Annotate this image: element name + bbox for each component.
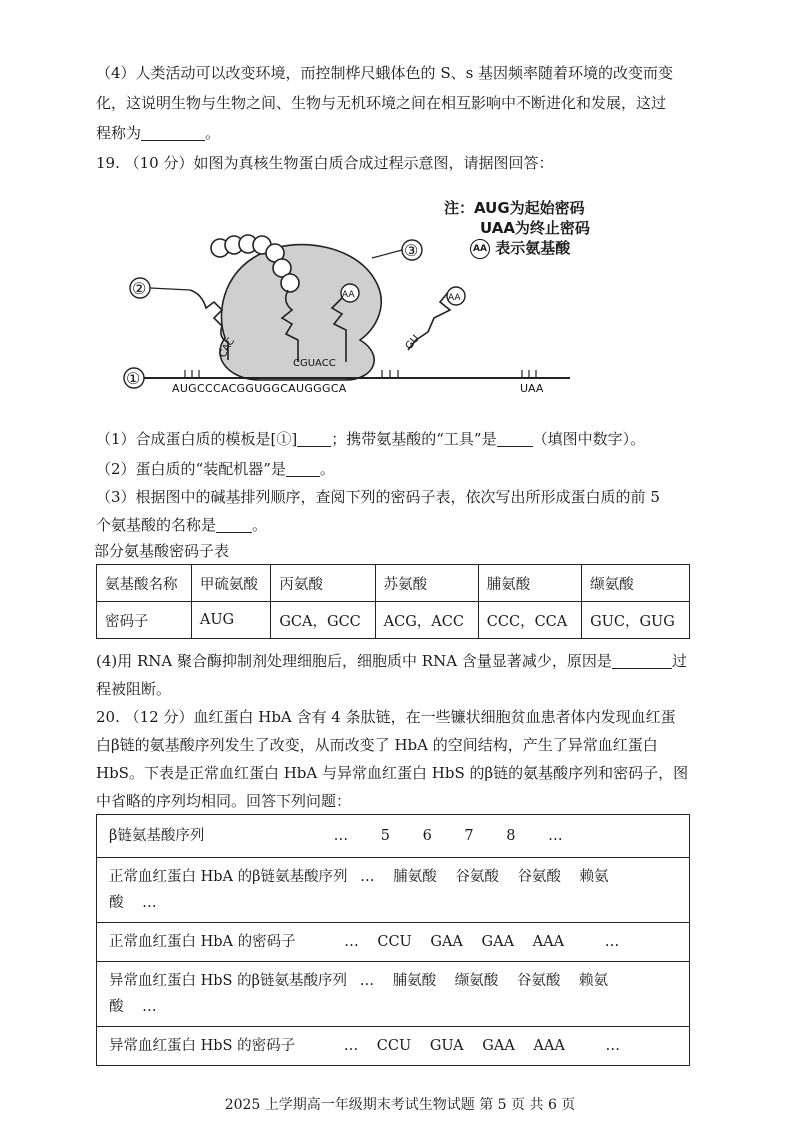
table-row: 正常血红蛋白 HbA 的β链氨基酸序列 … 脯氨酸 谷氨酸 谷氨酸 赖氨 酸 …	[97, 858, 690, 923]
table-row: 异常血红蛋白 HbS 的密码子 … CCU GUA GAA AAA …	[97, 1027, 690, 1066]
table-cell: 密码子	[97, 602, 192, 639]
table-cell: 丙氨酸	[271, 565, 375, 602]
table-row: β链氨基酸序列 … 5 6 7 8 …	[97, 815, 690, 858]
answer-blank[interactable]	[497, 430, 533, 447]
label-3: ③	[404, 241, 419, 260]
q20-line3: HbS。下表是正常血红蛋白 HbA 与异常血红蛋白 HbS 的β链的氨基酸序列和密码子，图	[96, 764, 689, 782]
label-2: ②	[132, 279, 147, 298]
answer-blank[interactable]	[286, 460, 320, 477]
hemoglobin-table	[96, 814, 690, 1066]
anticodon-mid: CGUACC	[293, 358, 336, 369]
anticodon-right: GU	[403, 333, 422, 352]
answer-blank[interactable]	[216, 516, 252, 533]
table-cell: 甲硫氨酸	[191, 565, 270, 602]
table-row: 正常血红蛋白 HbA 的密码子 … CCU GAA GAA AAA …	[97, 923, 690, 962]
q18-p4-line3: 程称为 。	[96, 124, 221, 142]
table-cell: AUG	[191, 602, 270, 639]
table-cell: CCC，CCA	[478, 602, 581, 639]
answer-blank[interactable]	[297, 430, 331, 447]
amino-acid-right: AA	[448, 293, 461, 303]
codon-table-caption: 部分氨基酸密码子表	[94, 542, 230, 560]
answer-blank[interactable]	[612, 652, 672, 669]
diagram-note-line2: UAA为终止密码	[480, 219, 590, 237]
q19-sub3-line2: 个氨基酸的名称是 。	[96, 516, 268, 534]
q19-sub3-line1: （3）根据图中的碱基排列顺序，查阅下列的密码子表，依次写出所形成蛋白质的前 5	[96, 488, 660, 506]
q19-sub4-line1: (4)用 RNA 聚合酶抑制剂处理细胞后，细胞质中 RNA 含量显著减少，原因是 过	[96, 652, 687, 670]
table-cell: 缬氨酸	[582, 565, 690, 602]
codon-table	[96, 564, 690, 639]
table-cell: 苏氨酸	[375, 565, 478, 602]
page-footer: 2025 上学期高一年级期末考试生物试题 第 5 页 共 6 页	[224, 1097, 576, 1113]
amino-acid-legend-icon: AA	[470, 239, 490, 259]
amino-acid-mid: AA	[342, 290, 355, 300]
anticodon-left: CAC	[217, 336, 238, 360]
table-cell: GCA，GCC	[271, 602, 375, 639]
q19-sub2: （2）蛋白质的“装配机器”是 。	[96, 460, 335, 478]
table-cell: 脯氨酸	[478, 565, 581, 602]
q18-p4-line1: （4）人类活动可以改变环境，而控制桦尺蛾体色的 S、s 基因频率随着环境的改变而变	[96, 64, 674, 82]
q20-line2: 白β链的氨基酸序列发生了改变，从而改变了 HbA 的空间结构，产生了异常血红蛋白	[96, 736, 658, 754]
q19-sub4-line2: 程被阻断。	[96, 680, 172, 698]
q18-p4-line2: 化，这说明生物与生物之间、生物与无机环境之间在相互影响中不断进化和发展，这过	[96, 94, 667, 112]
mrna-sequence: AUGCCCACGGUGGCAUGGGCA	[172, 382, 347, 395]
codon-table-header-row	[97, 565, 690, 602]
table-row: 异常血红蛋白 HbS 的β链氨基酸序列 … 脯氨酸 缬氨酸 谷氨酸 赖氨 酸 …	[97, 962, 690, 1027]
q19-heading: 19. （10 分）如图为真核生物蛋白质合成过程示意图，请据图回答：	[96, 154, 554, 172]
table-cell: GUC，GUG	[582, 602, 690, 639]
q20-line1: 20. （12 分）血红蛋白 HbA 含有 4 条肽链，在一些镰状细胞贫血患者体内发现血红蛋	[96, 708, 676, 726]
codon-table-row	[97, 602, 690, 639]
table-cell: ACG，ACC	[375, 602, 478, 639]
diagram-note-line3: AA 表示氨基酸	[470, 238, 570, 259]
table-cell: 氨基酸名称	[97, 565, 192, 602]
diagram-note-line1: 注：AUG为起始密码	[444, 199, 585, 217]
q20-line4: 中省略的序列均相同。回答下列问题：	[96, 792, 352, 810]
q19-sub1: （1）合成蛋白质的模板是[①] ；携带氨基酸的“工具”是 （填图中数字）。	[96, 430, 646, 448]
stop-codon-label: UAA	[520, 382, 544, 395]
answer-blank[interactable]	[141, 124, 205, 141]
label-1: ①	[126, 369, 141, 388]
